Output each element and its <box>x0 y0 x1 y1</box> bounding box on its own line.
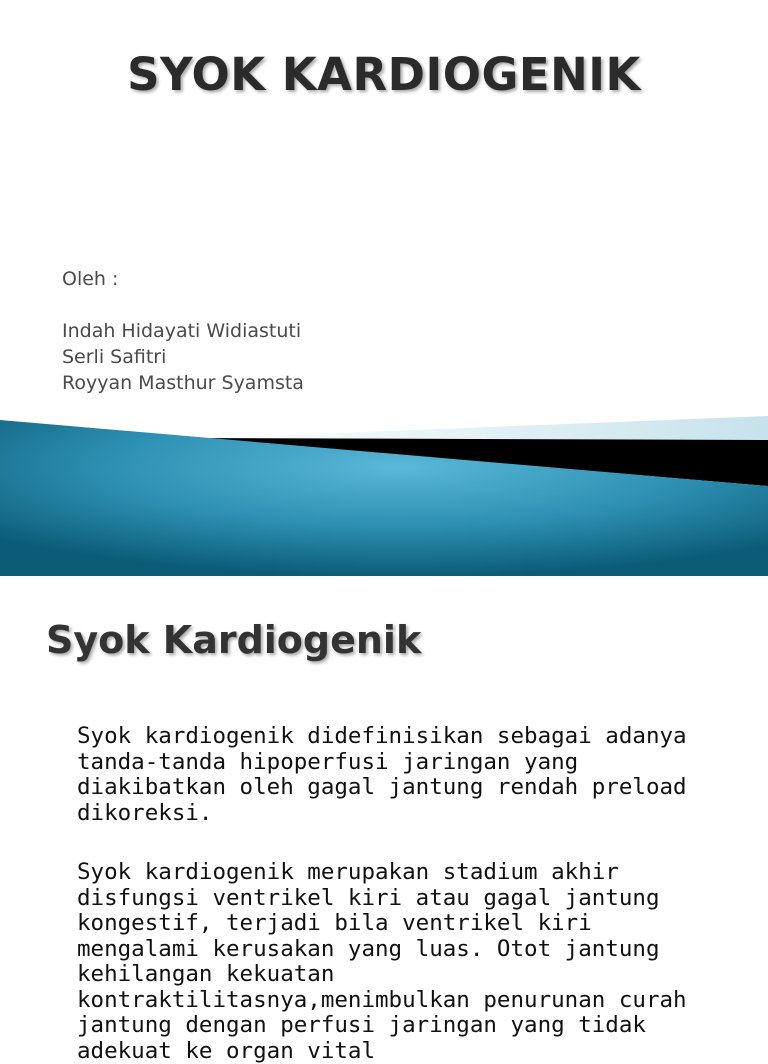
content-slide <box>0 576 768 1064</box>
author-name: Serli Safitri <box>62 346 167 368</box>
slide-heading: Syok Kardiogenik <box>46 618 422 662</box>
authors-block <box>62 266 304 396</box>
pale-stripe <box>210 416 768 440</box>
author-name: Royyan Masthur Syamsta <box>62 372 304 394</box>
description-paragraph: Syok kardiogenik merupakan stadium akhir disfungsi ventrikel kiri atau gagal jantung kongestif, terjadi bila ventrikel kiri mengalami kerusakan yang luas. Otot jantung kehilangan kekuatan kontraktilitasnya,menimbulkan penurunan curah jantung dengan perfusi jaringan yang tidak adekuat ke organ vital <box>77 859 687 1064</box>
definition-paragraph: Syok kardiogenik didefinisikan sebagai adanya tanda-tanda hipoperfusi jaringan yang diakibatkan oleh gagal jantung rendah preload dikoreksi. <box>77 723 687 826</box>
author-name: Indah Hidayati Widiastuti <box>62 320 302 342</box>
slide-title: SYOK KARDIOGENIK <box>127 48 641 101</box>
oleh-label: Oleh : <box>62 268 119 290</box>
